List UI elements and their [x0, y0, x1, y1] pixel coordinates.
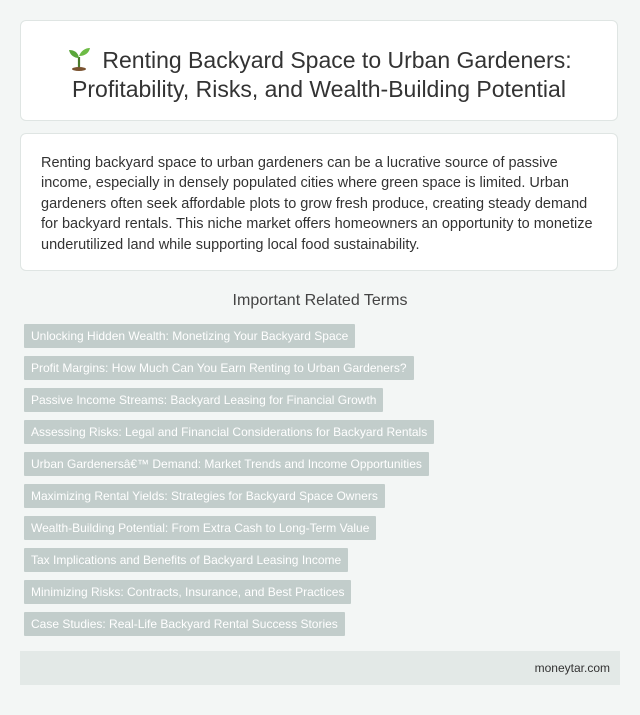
title-card — [20, 20, 618, 121]
term-tag[interactable]: Assessing Risks: Legal and Financial Considerations for Backyard Rentals — [24, 420, 434, 444]
page-title — [21, 21, 617, 104]
term-tag[interactable]: Tax Implications and Benefits of Backyard Leasing Income — [24, 548, 348, 572]
site-link[interactable]: moneytar.com — [534, 661, 610, 675]
term-tag[interactable]: Minimizing Risks: Contracts, Insurance, and Best Practices — [24, 580, 351, 604]
intro-paragraph: Renting backyard space to urban gardeners can be a lucrative source of passive income, especially in densely populated cities where green space is limited. Urban gardeners often seek affordable plots to grow fresh produce, creating steady demand for backyard rentals. This niche market offers homeowners an opportunity to monetize underutilized land while supporting local food sustainability. — [41, 155, 593, 253]
intro-card — [20, 133, 618, 271]
term-tag[interactable]: Wealth-Building Potential: From Extra Cash to Long-Term Value — [24, 516, 376, 540]
related-terms-list — [24, 324, 434, 644]
term-tag[interactable]: Profit Margins: How Much Can You Earn Renting to Urban Gardeners? — [24, 356, 414, 380]
sprout-icon — [66, 45, 92, 71]
term-tag[interactable]: Urban Gardenersâ€™ Demand: Market Trends and Income Opportunities — [24, 452, 429, 476]
term-tag[interactable]: Case Studies: Real-Life Backyard Rental Success Stories — [24, 612, 345, 636]
title-line-1: Renting Backyard Space to Urban Gardeners: — [102, 47, 572, 73]
footer — [20, 651, 620, 685]
related-terms-heading: Important Related Terms — [232, 292, 408, 309]
term-tag[interactable]: Maximizing Rental Yields: Strategies for Backyard Space Owners — [24, 484, 385, 508]
title-line-2: Profitability, Risks, and Wealth-Building Potential — [72, 76, 566, 102]
term-tag[interactable]: Passive Income Streams: Backyard Leasing for Financial Growth — [24, 388, 383, 412]
term-tag[interactable]: Unlocking Hidden Wealth: Monetizing Your Backyard Space — [24, 324, 355, 348]
